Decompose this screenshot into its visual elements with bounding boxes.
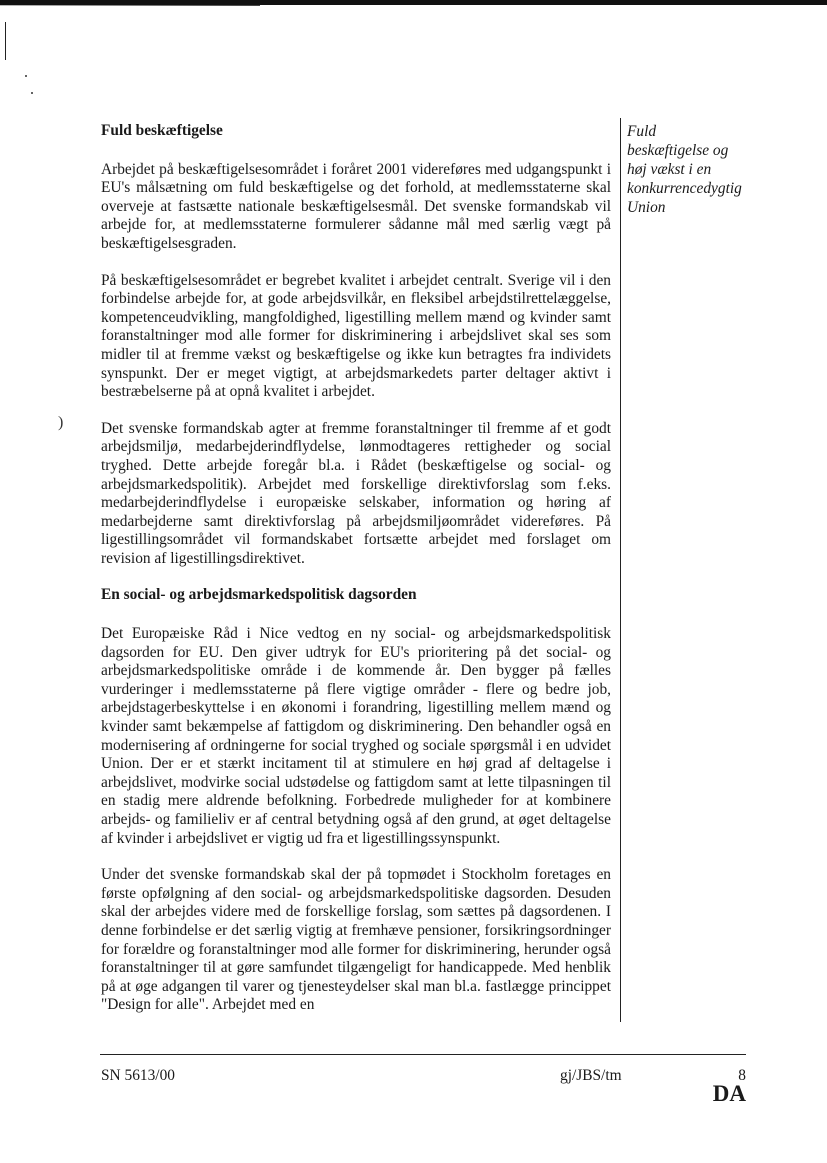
paragraph-3: Det svenske formandskab agter at fremme foranstaltninger til fremme af et godt arbejdsmiljø, medarbejderindflydelse, lønmodtageres rettigheder og social tryghed. Dette arbejde foregår bl.a. i Rådet (beskæftigelse og social- og arbejdsmarkedspolitik). Arbejdet med forskellige direktivforslag som f.eks. medarbejderindflydelse i europæiske selskaber, information og høring af medarbejderne samt direktivforslag på arbejdsmiljøområdet videreføres. På ligestillingsområdet vil formandskabet fortsætte arbejdet med forslaget om revision af ligestillingsdirektivet. bbox=[101, 419, 611, 567]
scan-speck bbox=[31, 92, 33, 94]
footer-rule bbox=[100, 1054, 746, 1055]
scan-margin-line bbox=[5, 22, 6, 60]
paragraph-2: På beskæftigelsesområdet er begrebet kvalitet i arbejdet centralt. Sverige vil i den forbindelse arbejde for, at gode arbejdsvilkår, en fleksibel arbejdstilrettelæggelse, kompetenceudvikling, mangfoldighed, ligestilling mellem mænd og kvinder samt foranstaltninger mod alle former for diskriminering i arbejdslivet skal ses som midler til at fremme vækst og beskæftigelse og ikke kun betragtes fra individets synspunkt. Der er meget vigtigt, at arbejdsmarkedets parter deltager aktivt i bestræbelserne på at opnå kvalitet i arbejdet. bbox=[101, 271, 611, 401]
main-text-column bbox=[101, 122, 611, 1033]
scan-bracket-mark: ) bbox=[58, 414, 64, 431]
paragraph-4: Det Europæiske Råd i Nice vedtog en ny social- og arbejdsmarkedspolitisk dagsorden for EU. Den giver udtryk for EU's prioritering på det social- og arbejdsmarkedspolitiske område i de kommende år. Den bygger på fælles vurderinger i medlemsstaterne på flere vigtige områder - flere og bedre job, arbejdstagerbeskyttelse i en økonomi i forandring, ligestilling mellem mænd og kvinder samt bekæmpelse af fattigdom og diskriminering. Den behandler også en modernisering af ordningerne for social tryghed og sociale spørgsmål i en udvidet Union. Der er et stærkt incitament til at stimulere en høj grad af deltagelse i arbejdslivet, modvirke social udstødelse og fattigdom samt at lette tilpasningen til en stadig mere aldrende befolkning. Forbedrede muligheder for at kombinere arbejds- og familieliv er af central betydning også af den grund, at øget deltagelse af kvinder i arbejdslivet er vigtig ud fra et ligestillingssynspunkt. bbox=[101, 625, 611, 847]
page-number: 8 bbox=[738, 1067, 746, 1084]
margin-divider bbox=[620, 118, 621, 1022]
section-heading-full-employment: Fuld beskæftigelse bbox=[101, 122, 223, 139]
document-reference: SN 5613/00 bbox=[101, 1067, 175, 1084]
section-heading-social-agenda: En social- og arbejdsmarkedspolitisk dagsorden bbox=[101, 586, 417, 604]
author-initials: gj/JBS/tm bbox=[560, 1067, 622, 1084]
scan-speck bbox=[25, 75, 27, 77]
paragraph-5: Under det svenske formandskab skal der på topmødet i Stockholm foretages en første opfølgning af den social- og arbejdsmarkedspolitiske dagsorden. Desuden skal der arbejdes videre med de forskellige forslag, som sættes på dagsordenen. I denne forbindelse er det særlig vigtig at fremhæve pensioner, forsikringsordninger for forældre og foranstaltninger mod alle former for diskriminering, herunder også foranstaltninger til at gøre samfundet tilgængeligt for handicappede. Med henblik på at øge adgangen til varer og tjenesteydelser skal man bl.a. fastlægge princippet "Design for alle". Arbejdet med en bbox=[101, 866, 611, 1014]
margin-note: Fuld beskæftigelse og høj vækst i en konkurrencedygtig Union bbox=[627, 123, 742, 216]
paragraph-1: Arbejdet på beskæftigelsesområdet i foråret 2001 videreføres med udgangspunkt i EU's målsætning om fuld beskæftigelse og det forhold, at medlemsstaterne skal overveje at fastsætte nationale beskæftigelsesmål. Det svenske formandskab vil arbejde for, at medlemsstaterne formulerer sådanne mål med særlig vægt på beskæftigelsesgraden. bbox=[101, 160, 611, 252]
top-border-line bbox=[0, 0, 827, 5]
language-code: DA bbox=[712, 1081, 746, 1106]
